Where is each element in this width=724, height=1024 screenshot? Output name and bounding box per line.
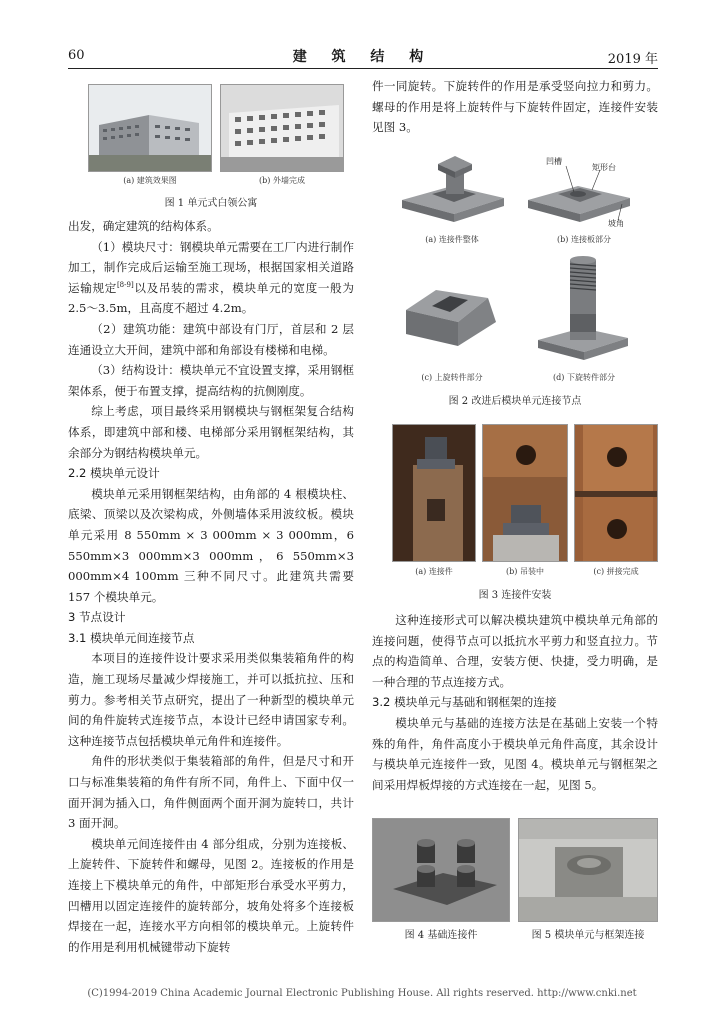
fig5-caption: 图 5 模块单元与框架连接 (531, 930, 645, 941)
page-header (68, 46, 658, 66)
fig2-caption: 图 2 改进后模块单元连接节点 (448, 396, 582, 407)
para-1-b: 以及吊装的需求，模块单元的宽度一般为 2.5～3.5m，且高度不超过 4.2m。 (68, 280, 354, 316)
photo-building-render (88, 84, 212, 172)
para-8: 模块单元间连接件由 4 部分组成，分别为连接板、上旋转件、下旋转件和螺母，见图 2。连接板的作用是连接上下模块单元的角件，中部矩形台承受水平剪力，凹槽用以固定连接件的旋转部分，坡角处将多个连接板焊接在一起，连接水平方向相邻的模块单元。上旋转件的作用是利用机械键带动下旋转 (68, 836, 354, 954)
right-column-middle (372, 610, 658, 795)
para-0: 出发，确定建筑的结构体系。 (68, 219, 219, 233)
fig2-sub-c: (c) 上旋转件部分 (421, 373, 483, 382)
photo-assembled (574, 424, 658, 562)
fig2-drawing-a (392, 146, 512, 234)
para-r3: 模块单元与基础的连接方法是在基础上安装一个特殊的角件，角件高度小于模块单元角件高度，其余设计与模块单元连接件一致，见图 4。模块单元与钢框架之间采用焊板焊接的方式连接在一起，见图 5。 (372, 715, 658, 792)
para-6: 本项目的连接件设计要求采用类似集装箱角件的构造，施工现场尽量减少焊接施工，并可以抵抗拉、压和剪力。参考相关节点研究，提出了一种新型的模块单元间的角件旋转式连接节点，本设计已经申请国家专利。这种连接节点包括模块单元角件和连接件。 (68, 651, 354, 748)
fig3-sub-c: (c) 拼接完成 (593, 567, 639, 576)
left-column (68, 216, 354, 957)
para-3: （3）结构设计：模块单元不宜设置支撑，采用钢框架体系，便于布置支撑，提高结构的抗侧刚度。 (68, 363, 354, 398)
header-rule (68, 68, 658, 69)
photo-hoisting (482, 424, 568, 562)
heading-2-2: 2.2 模块单元设计 (68, 466, 160, 481)
para-1 (68, 237, 354, 319)
fig1-caption: 图 1 单元式白领公寓 (164, 198, 258, 209)
photo-connector (392, 424, 476, 562)
fig3-caption: 图 3 连接件安装 (478, 590, 552, 601)
page-number: 60 (68, 48, 85, 63)
figure-2 (372, 140, 658, 410)
fig1-sub-a: (a) 建筑效果图 (123, 176, 177, 185)
fig2-drawing-b (522, 146, 646, 234)
heading-3-2: 3.2 模块单元与基础和钢框架的连接 (372, 695, 557, 710)
photo-foundation-connector (372, 818, 510, 922)
fig2-sub-b: (b) 连接板部分 (557, 235, 611, 244)
figure-1 (68, 84, 354, 214)
heading-3: 3 节点设计 (68, 610, 126, 625)
para-7: 角件的形状类似于集装箱部的角件，但是尺寸和开口与标准集装箱的角件有所不同，角件上、下面中仅一面开洞为插入口，角件侧面两个面开洞为旋转口，共计 3 面开洞。 (68, 754, 354, 831)
para-r1: 件一同旋转。下旋转件的作用是承受竖向拉力和剪力。螺母的作用是将上旋转件与下旋转件固定，连接件安装见图 3。 (372, 79, 658, 135)
journal-title: 建 筑 结 构 (292, 49, 434, 65)
para-4: 综上考虑，项目最终采用钢模块与钢框架复合结构体系，即建筑中部和楼、电梯部分采用钢框架结构，其余部分为钢结构模块单元。 (68, 404, 354, 460)
ref-8-9: [8-9] (116, 280, 134, 289)
fig1-sub-b: (b) 外墙完成 (259, 176, 305, 185)
figures-4-5 (372, 818, 658, 944)
figure-3 (372, 424, 658, 604)
fig2-sub-a: (a) 连接件整体 (425, 235, 479, 244)
para-r2: 这种连接形式可以解决模块建筑中模块单元角部的连接问题，使得节点可以抵抗水平剪力和竖直拉力。节点的构造简单、合理，安装方便、快捷，受力明确，是一种合理的节点连接方式。 (372, 613, 658, 689)
copyright-footer: (C)1994-2019 China Academic Journal Electronic Publishing House. All rights reserved. http://www.cnki.net (87, 988, 637, 999)
fig3-sub-a: (a) 连接件 (415, 567, 453, 576)
fig2-sub-d: (d) 下旋转件部分 (553, 373, 615, 382)
para-5: 模块单元采用钢框架结构，由角部的 4 根模块柱、底梁、顶梁以及次梁构成，外侧墙体采用波纹板。模块单元采用 8 550mm × 3 000mm × 3 000mm，6 550mm×3 000mm×3 000mm，6 550mm×3 000mm×4 100mm 三种不同尺寸。此建筑共需要 157 个模块单元。 (68, 486, 354, 604)
issue-year: 2019 年 (607, 52, 658, 67)
fig2-drawing-c (392, 252, 512, 364)
photo-frame-connection (518, 818, 658, 922)
label-rect-platform: 矩形台 (592, 163, 616, 172)
right-column-top (372, 76, 658, 138)
heading-3-1: 3.1 模块单元间连接节点 (68, 630, 195, 645)
label-groove: 凹槽 (546, 157, 562, 166)
fig3-sub-b: (b) 吊装中 (506, 567, 544, 576)
para-1-a: （1）模块尺寸：钢模块单元需要在工厂内进行制作加工，制作完成后运输至施工现场，根据国家相关道路运输规定 (68, 239, 354, 295)
para-2: （2）建筑功能：建筑中部设有门厅，首层和 2 层连通设立大开间，建筑中部和角部设有楼梯和电梯。 (68, 321, 354, 357)
fig2-drawing-d (522, 244, 646, 368)
photo-exterior-wall (220, 84, 344, 172)
fig4-caption: 图 4 基础连接件 (404, 930, 478, 941)
label-chamfer: 坡角 (608, 219, 624, 228)
